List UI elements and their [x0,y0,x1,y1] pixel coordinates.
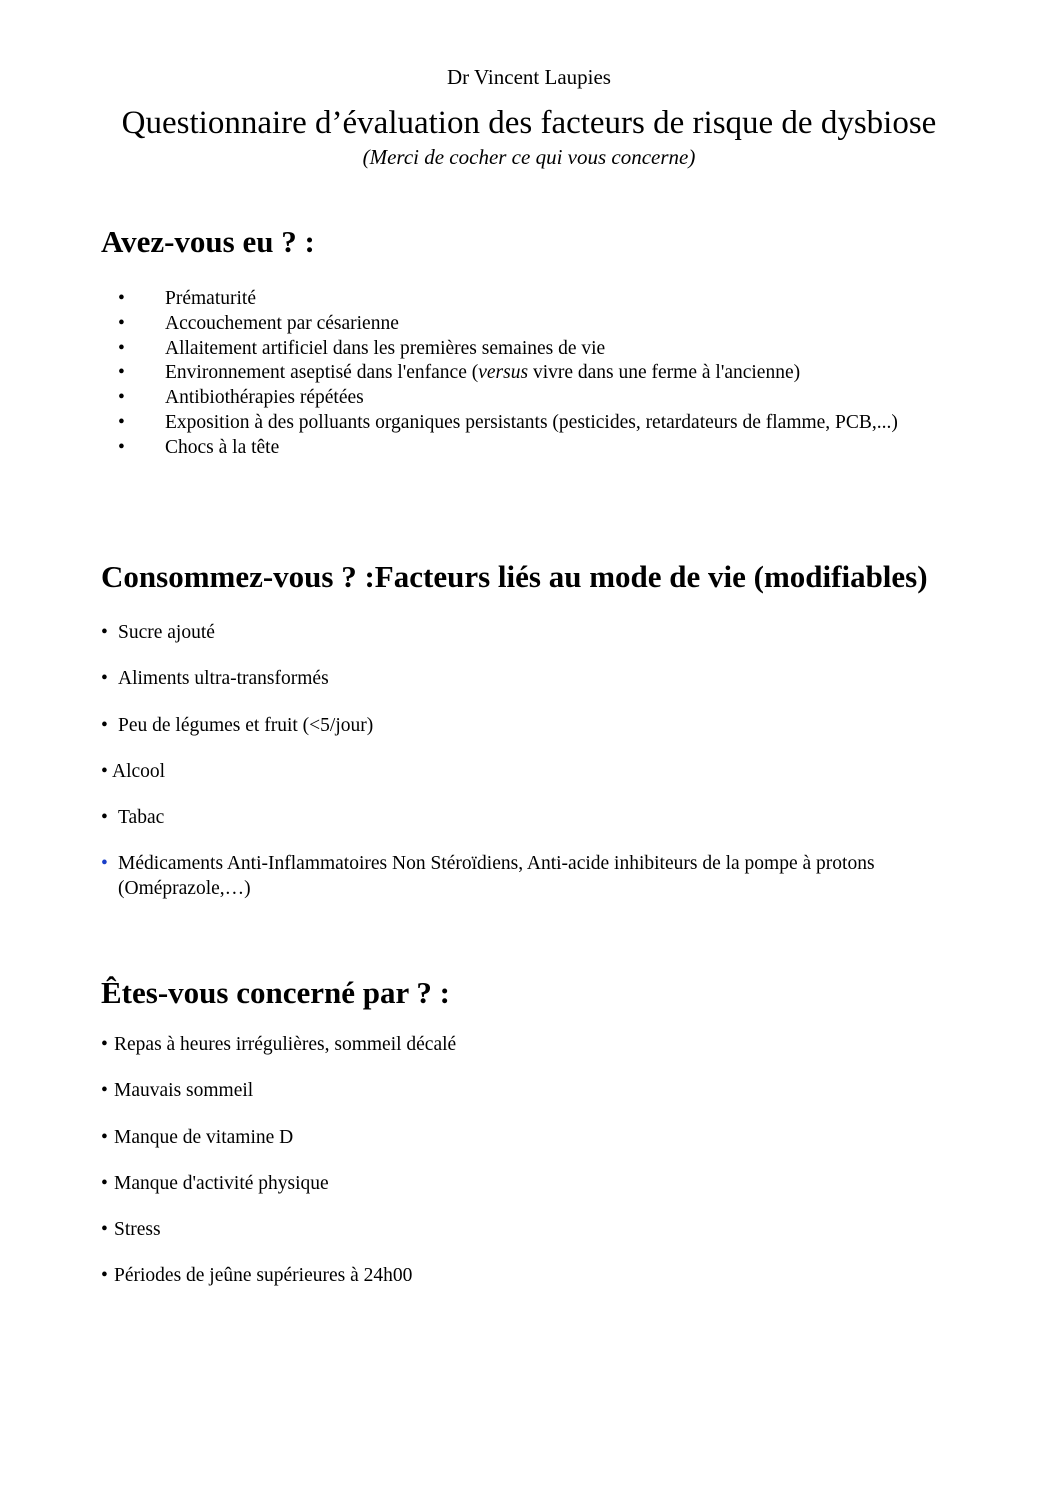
list-item [118,411,928,436]
bullet-icon: • [101,668,108,690]
list-item-label: Accouchement par césarienne [165,312,399,334]
list-item [101,714,961,739]
list-item-label-part: Environnement aseptisé dans l'enfance ( [165,362,479,384]
list-item [118,436,928,461]
list-item-label: Antibiothérapies répétées [165,387,364,409]
list-item-label: Allaitement artificiel dans les premières semaines de vie [165,337,606,359]
list-item-label: Exposition à des polluants organiques persistants (pesticides, retardateurs de flamme, PCB,...) [165,411,898,433]
section-heading-consommez-vous: Consommez-vous ? :Facteurs liés au mode de vie (modifiables) [101,559,928,594]
list-item [118,287,928,312]
list-item [101,667,961,692]
list-item-label: Mauvais sommeil [114,1080,254,1102]
list-item-label: Stress [114,1219,161,1241]
list-item-label: Peu de légumes et fruit (<5/jour) [118,714,374,736]
list-item-label: Tabac [118,807,165,829]
document-subtitle: (Merci de cocher ce qui vous concerne) [362,145,696,169]
list-item-emphasis: versus [478,362,529,384]
bullet-icon: • [118,411,125,433]
bullet-icon: • [101,1265,108,1287]
bullet-icon: • [101,853,108,875]
list-item [101,621,961,646]
bullet-icon: • [101,1126,108,1148]
list-item-label: Périodes de jeûne supérieures à 24h00 [114,1265,413,1287]
bullet-icon: • [101,807,108,829]
document-author: Dr Vincent Laupies [447,65,611,89]
list-item-label: Alcool [112,760,166,782]
bullet-icon: • [118,436,125,458]
bullet-icon: • [101,1172,108,1194]
list-item [101,852,961,902]
risk-factor-list-history [118,287,928,461]
list-item-label: Manque de vitamine D [114,1126,294,1148]
list-item-label: Chocs à la tête [165,436,280,458]
list-item [101,806,961,831]
bullet-icon: • [101,1080,108,1102]
list-item [118,386,928,411]
list-item [101,1218,961,1243]
list-item [101,1126,961,1151]
list-item-label: Repas à heures irrégulières, sommeil décalé [114,1034,457,1055]
list-item-label: Médicaments Anti-Inflammatoires Non Stéroïdiens, Anti-acide inhibiteurs de la pompe à protons (Oméprazole,…) [118,853,875,900]
risk-factor-list-lifestyle [101,621,961,924]
section-heading-avez-vous-eu: Avez-vous eu ? : [101,224,315,259]
risk-factor-list-habits [101,1033,961,1311]
list-item [118,312,928,337]
list-item [118,337,928,362]
list-item-label: Manque d'activité physique [114,1172,329,1194]
list-item-label: Sucre ajouté [118,622,215,643]
bullet-icon: • [118,312,125,334]
bullet-icon: • [101,760,108,782]
list-item [118,361,928,386]
list-item-label: Aliments ultra-transformés [118,668,329,690]
list-item-label-part: vivre dans une ferme à l'ancienne) [528,362,801,384]
list-item [101,1033,961,1058]
list-item [101,1172,961,1197]
bullet-icon: • [101,714,108,736]
bullet-icon: • [118,362,125,384]
bullet-icon: • [101,1034,108,1055]
bullet-icon: • [118,337,125,359]
bullet-icon: • [101,1219,108,1241]
document-title: Questionnaire d’évaluation des facteurs de risque de dysbiose [121,105,937,141]
list-item [101,760,961,785]
list-item-label: Prématurité [165,288,256,309]
list-item [101,1079,961,1104]
list-item [101,1264,961,1289]
section-heading-etes-vous-concerne: Êtes-vous concerné par ? : [101,975,450,1010]
bullet-icon: • [118,387,125,409]
bullet-icon: • [101,622,108,643]
bullet-icon: • [118,288,125,309]
